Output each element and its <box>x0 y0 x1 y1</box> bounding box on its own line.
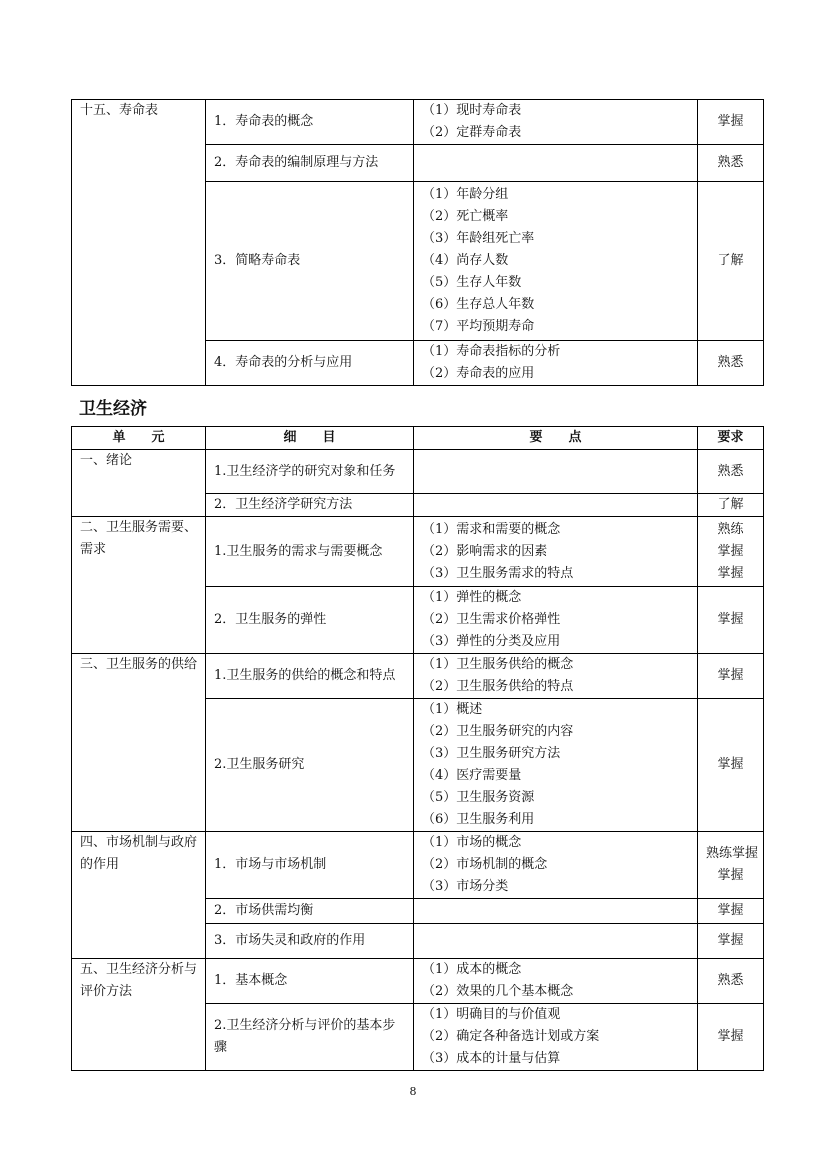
point-text: （3）市场分类 <box>422 879 509 894</box>
header-unit: 单 元 <box>72 427 206 450</box>
requirement-cell: 熟悉 <box>698 959 764 1004</box>
point-text: （3）成本的计量与估算 <box>422 1051 561 1066</box>
points-cell <box>414 959 698 1004</box>
point-text: （1）市场的概念 <box>422 835 522 850</box>
point-text: （1）明确目的与价值观 <box>422 1007 561 1022</box>
point-text: （5）生存人年数 <box>422 275 522 290</box>
item-cell: 2．寿命表的编制原理与方法 <box>206 145 414 182</box>
table-row <box>72 517 764 587</box>
point-text: （1）弹性的概念 <box>422 590 522 605</box>
item-cell: 2.卫生经济分析与评价的基本步骤 <box>206 1004 414 1071</box>
item-cell: 1.卫生经济学的研究对象和任务 <box>206 450 414 494</box>
points-cell <box>414 494 698 517</box>
points-cell <box>414 341 698 386</box>
point-text: （6）卫生服务利用 <box>422 812 535 827</box>
point-text: （2）效果的几个基本概念 <box>422 984 574 999</box>
section-title: 卫生经济 <box>79 399 147 419</box>
header-row <box>72 427 764 450</box>
points-cell <box>414 182 698 341</box>
point-text: （2）卫生服务研究的内容 <box>422 724 574 739</box>
health-economics-syllabus <box>71 426 764 1071</box>
point-text: （2）确定各种备选计划或方案 <box>422 1029 600 1044</box>
item-cell: 4．寿命表的分析与应用 <box>206 341 414 386</box>
requirement-text: 熟练 <box>717 521 744 537</box>
point-text: （1）现时寿命表 <box>422 103 522 118</box>
item-cell: 1.卫生服务的需求与需要概念 <box>206 517 414 587</box>
unit-cell: 三、卫生服务的供给 <box>72 654 206 832</box>
points-cell <box>414 699 698 832</box>
requirement-cell: 掌握 <box>698 899 764 924</box>
requirement-text: 掌握 <box>717 868 744 883</box>
point-text: （4）尚存人数 <box>422 253 509 268</box>
point-text: （7）平均预期寿命 <box>422 319 535 334</box>
unit-cell: 五、卫生经济分析与评价方法 <box>72 959 206 1071</box>
unit-cell: 二、卫生服务需要、需求 <box>72 517 206 654</box>
point-text: （2）寿命表的应用 <box>422 366 535 381</box>
point-text: （2）死亡概率 <box>422 209 509 224</box>
requirement-cell <box>698 517 764 587</box>
item-cell: 3．简略寿命表 <box>206 182 414 341</box>
requirement-cell <box>698 832 764 899</box>
point-text: （3）卫生服务需求的特点 <box>422 565 574 581</box>
requirement-cell: 掌握 <box>698 699 764 832</box>
point-text: （1）需求和需要的概念 <box>422 521 561 537</box>
life-table-syllabus <box>71 99 764 386</box>
item-cell: 2．卫生经济学研究方法 <box>206 494 414 517</box>
requirement-cell: 掌握 <box>698 924 764 959</box>
points-cell <box>414 899 698 924</box>
header-points: 要 点 <box>414 427 698 450</box>
item-cell: 2．市场供需均衡 <box>206 899 414 924</box>
unit-cell: 四、市场机制与政府的作用 <box>72 832 206 959</box>
points-cell <box>414 587 698 654</box>
point-text: （2）定群寿命表 <box>422 125 522 140</box>
item-cell: 1．市场与市场机制 <box>206 832 414 899</box>
point-text: （6）生存总人年数 <box>422 297 535 312</box>
requirement-text: 掌握 <box>717 565 744 581</box>
points-cell <box>414 654 698 699</box>
points-cell <box>414 145 698 182</box>
point-text: （1）卫生服务供给的概念 <box>422 657 574 672</box>
requirement-cell: 熟悉 <box>698 341 764 386</box>
item-cell: 1．寿命表的概念 <box>206 100 414 145</box>
point-text: （4）医疗需要量 <box>422 768 522 783</box>
item-cell: 3．市场失灵和政府的作用 <box>206 924 414 959</box>
point-text: （2）卫生需求价格弹性 <box>422 612 561 627</box>
requirement-cell: 了解 <box>698 494 764 517</box>
table-row <box>72 959 764 1004</box>
requirement-text: 掌握 <box>717 543 744 559</box>
item-cell: 2．卫生服务的弹性 <box>206 587 414 654</box>
page-number: 8 <box>409 1085 417 1098</box>
unit-cell: 一、绪论 <box>72 450 206 517</box>
point-text: （3）年龄组死亡率 <box>422 231 535 246</box>
unit-cell: 十五、寿命表 <box>72 100 206 386</box>
points-cell <box>414 924 698 959</box>
requirement-text: 熟练掌握 <box>706 846 759 861</box>
table-row <box>72 100 764 145</box>
points-cell <box>414 100 698 145</box>
header-requirement: 要求 <box>698 427 764 450</box>
table-row <box>72 450 764 494</box>
table-row <box>72 832 764 899</box>
requirement-cell: 掌握 <box>698 1004 764 1071</box>
requirement-cell: 了解 <box>698 182 764 341</box>
point-text: （5）卫生服务资源 <box>422 790 535 805</box>
point-text: （2）影响需求的因素 <box>422 543 548 559</box>
point-text: （3）弹性的分类及应用 <box>422 634 561 649</box>
item-cell: 2.卫生服务研究 <box>206 699 414 832</box>
requirement-cell: 掌握 <box>698 100 764 145</box>
point-text: （3）卫生服务研究方法 <box>422 746 561 761</box>
requirement-cell: 掌握 <box>698 587 764 654</box>
requirement-cell: 掌握 <box>698 654 764 699</box>
requirement-cell: 熟悉 <box>698 145 764 182</box>
points-cell <box>414 450 698 494</box>
point-text: （1）年龄分组 <box>422 187 509 202</box>
item-cell: 1.卫生服务的供给的概念和特点 <box>206 654 414 699</box>
point-text: （1）寿命表指标的分析 <box>422 344 561 359</box>
points-cell <box>414 517 698 587</box>
points-cell <box>414 832 698 899</box>
point-text: （2）卫生服务供给的特点 <box>422 679 574 694</box>
point-text: （1）概述 <box>422 702 483 717</box>
point-text: （1）成本的概念 <box>422 962 522 977</box>
points-cell <box>414 1004 698 1071</box>
item-cell: 1．基本概念 <box>206 959 414 1004</box>
header-item: 细 目 <box>206 427 414 450</box>
table-row <box>72 654 764 699</box>
requirement-cell: 熟悉 <box>698 450 764 494</box>
point-text: （2）市场机制的概念 <box>422 857 548 872</box>
